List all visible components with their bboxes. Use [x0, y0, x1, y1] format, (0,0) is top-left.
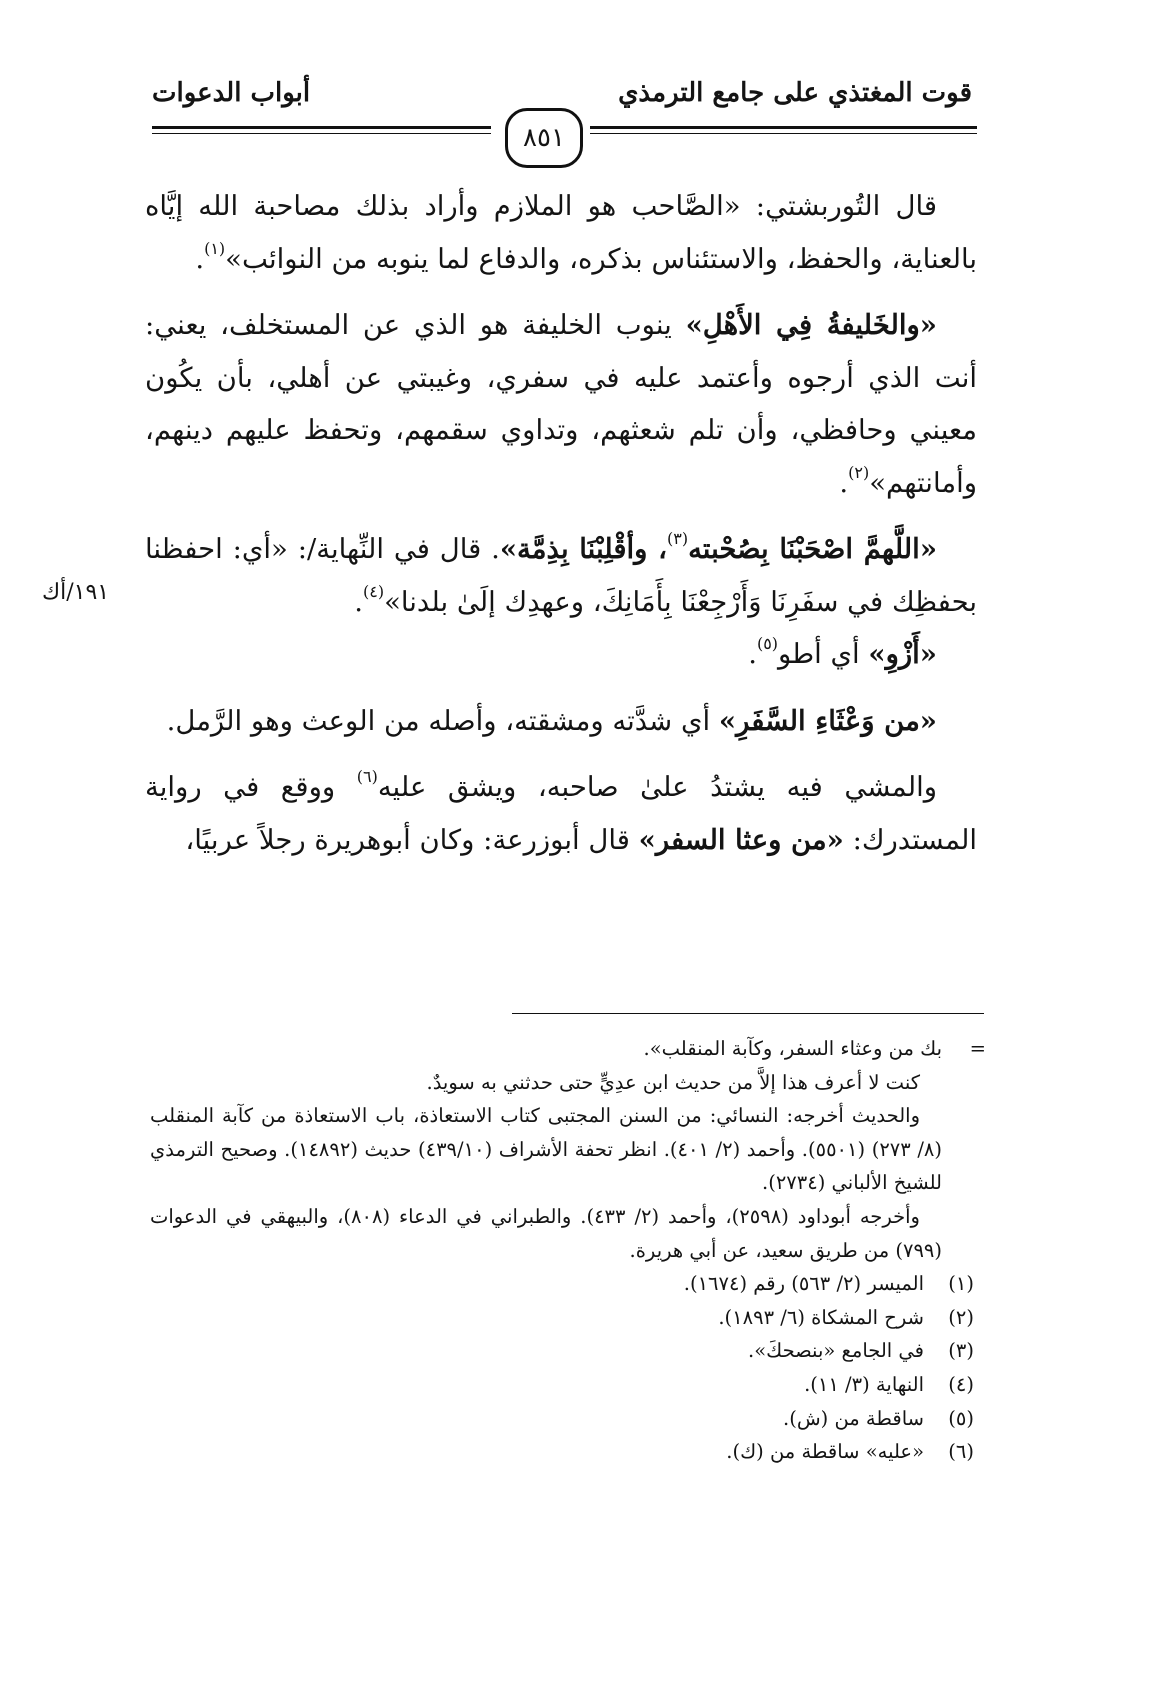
- hadith-phrase: «أَزْوِ»: [868, 638, 937, 670]
- footnote-continuation: كنت لا أعرف هذا إلاَّ من حديث ابن عدِيٍّ حتى حدثني به سويدٌ.: [426, 1070, 920, 1094]
- footnote-ref-2[interactable]: (٢): [848, 462, 870, 482]
- hadith-phrase: «من وَعْثَاءِ السَّفَرِ»: [718, 704, 937, 737]
- hadith-phrase: ، وأقْلِبْنَا بِذِمَّة»: [499, 533, 667, 565]
- footnote-number: (٦): [948, 1440, 974, 1464]
- footnotes: [150, 1032, 986, 1469]
- footnote-text: «عليه» ساقطة من (ك).: [726, 1440, 924, 1464]
- footnote-ref-1[interactable]: (١): [204, 238, 226, 258]
- footnote-text: الميسر (٢/ ٥٦٣) رقم (١٦٧٤).: [683, 1272, 924, 1296]
- footnote-ref-4[interactable]: (٤): [362, 581, 385, 601]
- header-rule-right: [590, 126, 977, 134]
- paragraph-6: والمشي فيه يشتدُ علىٰ صاحبه، ويشق عليه$^{(٦)}$ ووقع في رواية المستدرك: «من وعثا السفر» قال أبوزرعة: وكان أبوهريرة رجلاً عربيًا،: [145, 767, 977, 856]
- footnote-item: [150, 1402, 980, 1436]
- footnote-ref-5[interactable]: (٥): [756, 634, 779, 653]
- footnote-item: [150, 1334, 980, 1368]
- hadith-phrase: «اللَّهمَّ اصْحَبْنَا بِصُحْبته: [688, 533, 938, 565]
- footnote-item: [150, 1435, 980, 1469]
- footnote-number: (١): [948, 1272, 974, 1296]
- footnote-ref-6[interactable]: (٦): [356, 767, 378, 786]
- running-header-book-title: قوت المغتذي على جامع الترمذي: [618, 78, 972, 108]
- running-header-chapter-title: أبواب الدعوات: [152, 78, 311, 108]
- hadith-phrase: «والخَليفةُ فِي الأَهْلِ»: [685, 309, 937, 341]
- footnote-number: (٢): [948, 1305, 974, 1329]
- footnote-continuation: والحديث أخرجه: النسائي: من السنن المجتبى كتاب الاستعاذة، باب الاستعاذة من كآبة المنقلب (٨/ ٢٧٣) (٥٥٠١). وأحمد (٢/ ٤٠١). انظر تحفة الأشراف (٤٣٩/١٠) حديث (١٤٨٩٢). وصحيح الترمذي للشيخ الألباني (٢٧٣٤).: [150, 1104, 943, 1195]
- paragraph-5: «من وَعْثَاءِ السَّفَرِ» أي شدَّته ومشقته، وأصله من الوعث وهو الرَّمل.: [166, 704, 937, 737]
- footnote-text: النهاية (٣/ ١١).: [804, 1372, 924, 1396]
- footnote-ref-3[interactable]: (٣): [666, 529, 689, 548]
- paragraph-4: «أَزْوِ» أي أطو$^{(٥)}$.: [748, 634, 937, 670]
- footnote-item: [150, 1267, 980, 1301]
- paragraph-3: «اللَّهمَّ اصْحَبْنَا بِصُحْبته$^{(٣)}$، وأقْلِبْنَا بِذِمَّة». قال في النِّهاية/: «أي: احفظنا بحفظِك في سفَرِنَا وَأَرْجِعْنَا بِأَمَانِكَ، وعهدِك إلَىٰ بلدنا»$^{(٤)}$.: [145, 529, 977, 618]
- header-rule-left: [152, 126, 491, 134]
- footnote-text: شرح المشكاة (٦/ ١٨٩٣).: [718, 1305, 924, 1329]
- footnote-number: (٥): [948, 1406, 974, 1430]
- page-number-badge: [505, 108, 583, 168]
- footnote-continuation: بك من وعثاء السفر، وكآبة المنقلب».: [643, 1037, 942, 1060]
- hadith-phrase: «من وعثا السفر»: [638, 823, 844, 856]
- footnote-continuation: وأخرجه أبوداود (٢٥٩٨)، وأحمد (٢/ ٤٣٣). والطبراني في الدعاء (٨٠٨)، والبيهقي في الدعوات (٧٩٩) من طريق سعيد، عن أبي هريرة.: [150, 1204, 942, 1262]
- footnote-item: [150, 1301, 980, 1335]
- footnote-number: (٣): [948, 1339, 974, 1363]
- continuation-mark: =: [969, 1037, 986, 1060]
- footnote-text: في الجامع «بنصحكَ».: [748, 1339, 924, 1363]
- footnote-item: [150, 1368, 980, 1402]
- page-number: ٨٥١: [523, 123, 565, 153]
- main-text: [145, 180, 977, 866]
- footnote-text: ساقطة من (ش).: [783, 1406, 924, 1430]
- paragraph-2: «والخَليفةُ فِي الأَهْلِ» ينوب الخليفة هو الذي عن المستخلف، يعني: أنت الذي أرجوه وأعتمد عليه في سفري، وغيبتي عن أهلي، بأن يكُون معيني وحافظي، وأن تلم شعثهم، وتداوي سقمهم، وتحفظ عليهم دينهم، وأمانتهم»$^{(٢)}$.: [145, 309, 977, 499]
- margin-manuscript-note: ١٩١/أك: [42, 580, 110, 605]
- footnote-separator: [512, 1013, 984, 1014]
- footnote-number: (٤): [948, 1372, 974, 1396]
- paragraph-1: قال التُوربشتي: «الصَّاحب هو الملازم وأراد بذلك مصاحبة الله إيَّاه بالعناية، والحفظ، والاستئناس بذكره، والدفاع لما ينوبه من النوائب»$^{(١)}$.: [145, 190, 977, 275]
